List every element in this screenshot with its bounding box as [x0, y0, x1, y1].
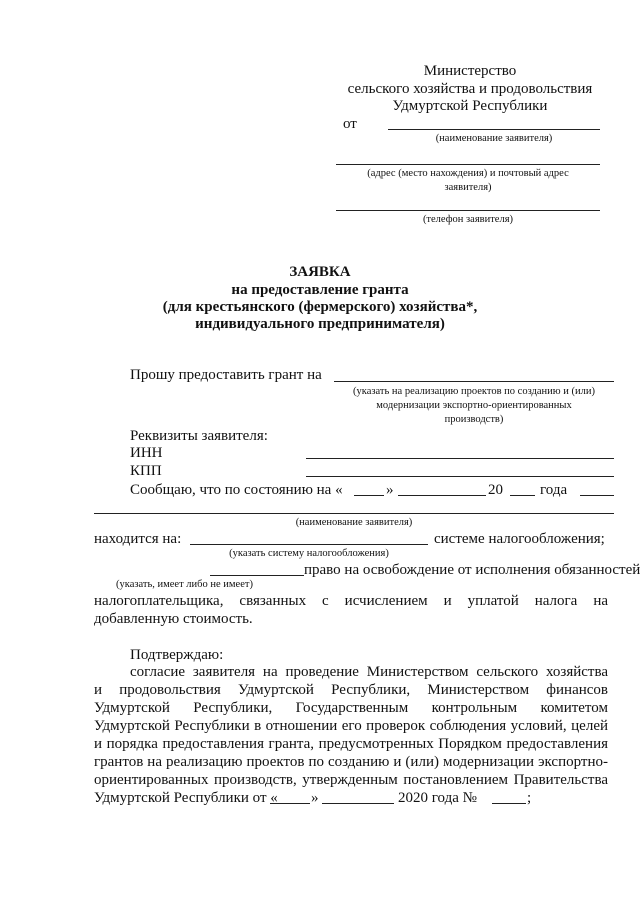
applicant-name-line	[388, 129, 600, 130]
report-day-line	[354, 495, 384, 496]
consent-line-5: и порядка предоставления гранта, предусмотренных Порядком предоставления	[94, 736, 608, 752]
tax-system-suffix: системе налогообложения;	[434, 531, 605, 547]
consent-line-1: согласие заявителя на проведение Министерством сельского хозяйства	[130, 664, 608, 680]
report-month-line	[398, 495, 486, 496]
document-subtitle-2: (для крестьянского (фермерского) хозяйства*,	[162, 299, 478, 315]
report-prefix: Сообщаю, что по состоянию на «	[130, 482, 343, 498]
exemption-line	[210, 575, 304, 576]
addressee-line-2: сельского хозяйства и продовольствия	[347, 81, 593, 97]
phone-hint: (телефон заявителя)	[422, 214, 514, 225]
decree-end: ;	[527, 790, 532, 806]
inn-line	[306, 458, 614, 459]
consent-line-7: ориентированных производств, утвержденным постановлением Правительства	[94, 772, 608, 788]
requisites-label: Реквизиты заявителя:	[130, 428, 268, 444]
report-quote-close: »	[386, 482, 394, 498]
decree-number-line	[492, 803, 526, 804]
report-year-line	[510, 495, 535, 496]
report-tail-line	[580, 495, 614, 496]
phone-line	[336, 210, 600, 211]
consent-line-4: Удмуртской Республики в отношении его проверок соблюдения условий, целей	[94, 718, 608, 734]
consent-line-6: грантов на реализацию проектов по созданию и (или) модернизации экспортно-	[94, 754, 608, 770]
address-line	[336, 164, 600, 165]
inn-label: ИНН	[130, 445, 163, 461]
document-subtitle-3: индивидуального предпринимателя)	[195, 316, 445, 332]
decree-quote-close: »	[311, 790, 319, 806]
grant-hint-line-3: производств)	[444, 414, 504, 425]
address-hint-line-2: заявителя)	[444, 182, 492, 193]
located-on-label: находится на:	[94, 531, 182, 547]
grant-request-label: Прошу предоставить грант на	[130, 367, 322, 383]
kpp-line	[306, 476, 614, 477]
vat-line: добавленную стоимость.	[94, 611, 253, 627]
grant-purpose-line	[334, 381, 614, 382]
applicant-name-hint: (наименование заявителя)	[435, 133, 553, 144]
tax-system-line	[190, 544, 428, 545]
decree-year: 2020 года №	[398, 790, 477, 806]
report-year-prefix: 20	[488, 482, 503, 498]
report-year-label: года	[540, 482, 568, 498]
tax-system-hint: (указать систему налогообложения)	[229, 548, 389, 559]
applicant-name-hint-2: (наименование заявителя)	[295, 517, 413, 528]
document-subtitle-1: на предоставление гранта	[231, 282, 409, 298]
document-title: ЗАЯВКА	[289, 264, 351, 280]
addressee-line-3: Удмуртской Республики	[392, 98, 548, 114]
confirm-label: Подтверждаю:	[130, 647, 224, 663]
applicant-name-line-2	[94, 513, 614, 514]
exemption-hint: (указать, имеет либо не имеет)	[116, 579, 253, 590]
decree-prefix: Удмуртской Республики от «	[94, 790, 278, 806]
kpp-label: КПП	[130, 463, 162, 479]
consent-line-2: и продовольствия Удмуртской Республики, Министерством финансов	[94, 682, 608, 698]
decree-month-line	[322, 803, 394, 804]
from-label: от	[343, 116, 357, 132]
address-hint-line-1: (адрес (место нахождения) и почтовый адрес	[367, 168, 569, 179]
grant-hint-line-2: модернизации экспортно-ориентированных	[376, 400, 572, 411]
addressee-line-1: Министерство	[423, 63, 517, 79]
decree-day-line	[270, 803, 310, 804]
taxpayer-line: налогоплательщика, связанных с исчислением и уплатой налога на	[94, 593, 608, 609]
grant-hint-line-1: (указать на реализацию проектов по созданию и (или)	[353, 386, 595, 397]
consent-line-3: Удмуртской Республики, Государственным контрольным комитетом	[94, 700, 608, 716]
exemption-text: право на освобождение от исполнения обязанностей	[304, 562, 640, 578]
